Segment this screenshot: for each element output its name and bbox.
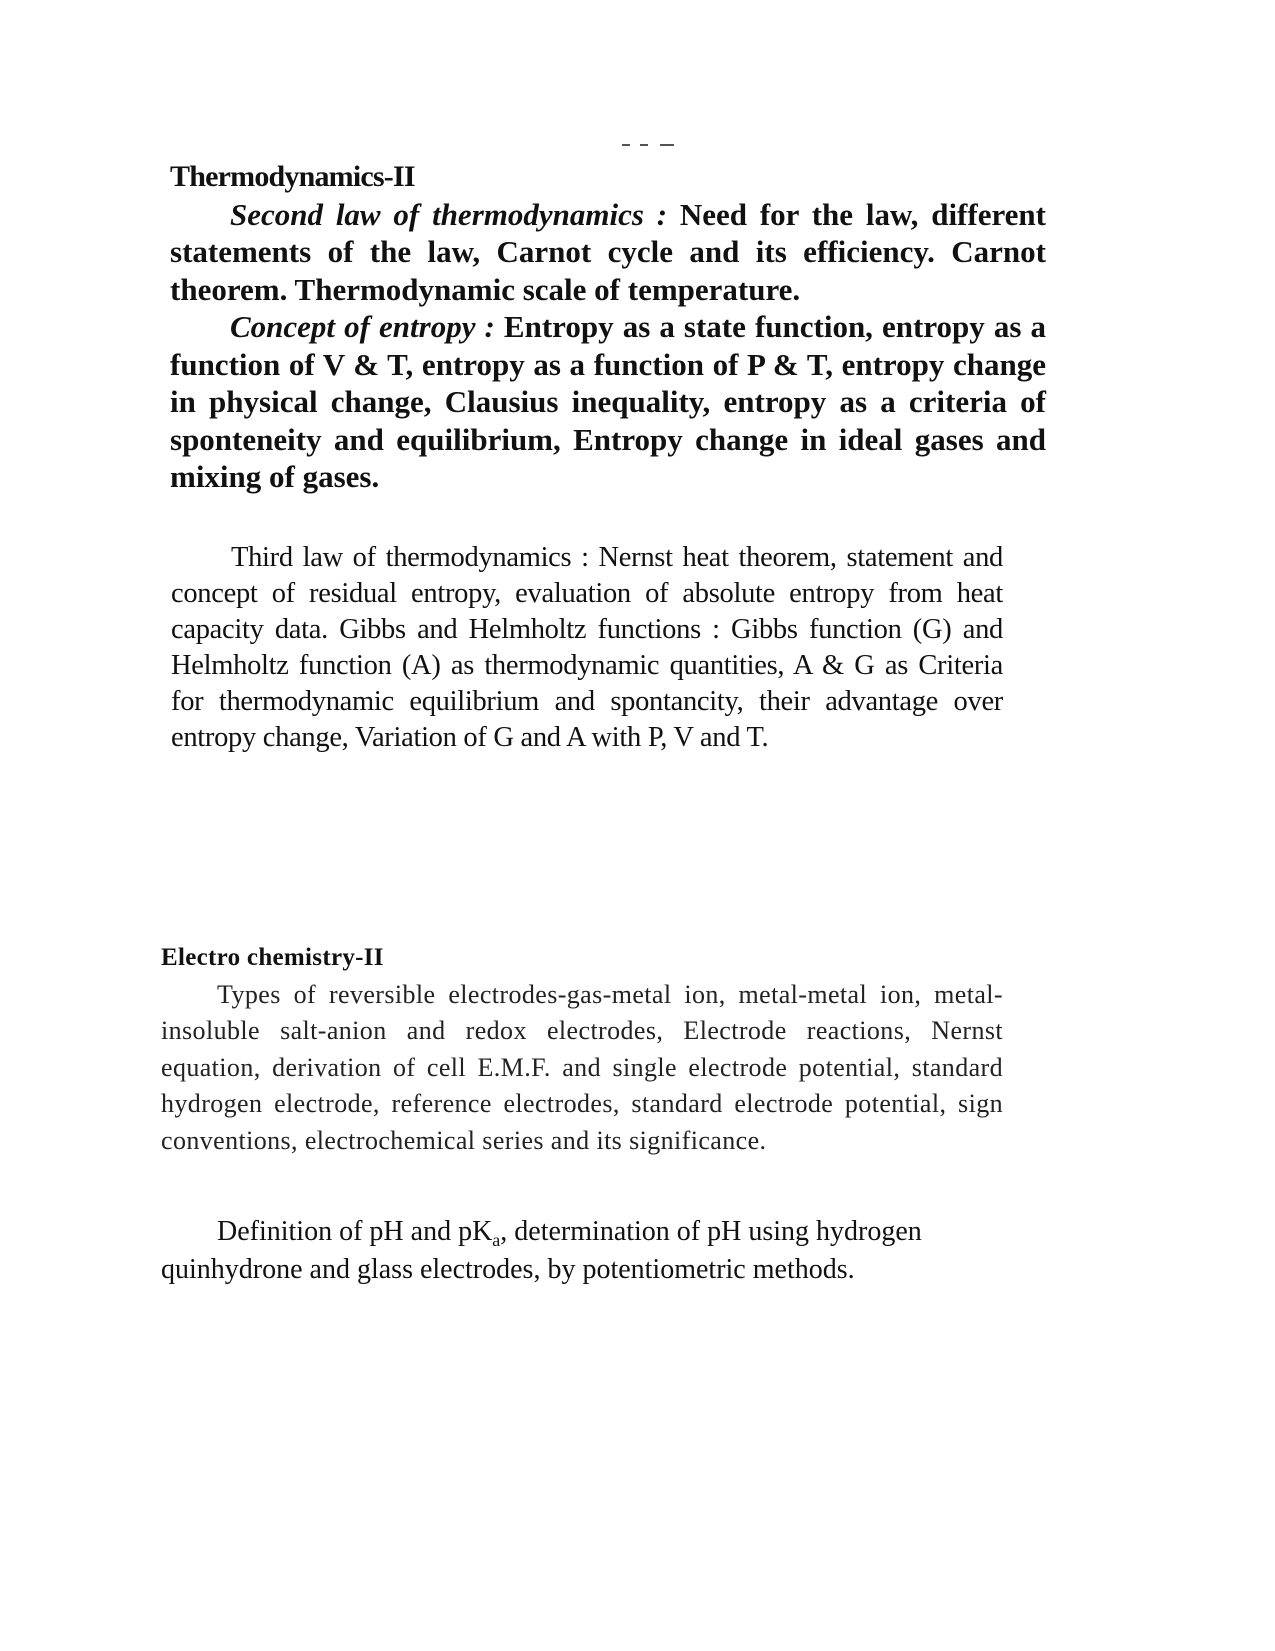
electrochemistry-section xyxy=(161,940,1003,1159)
second-law-text: Need for the law, different statements of the law, Carnot cycle and its efficiency. Carnot theorem. Thermodynamic scale of temperature. xyxy=(170,196,1046,307)
thermodynamics-section xyxy=(170,158,1046,496)
third-law-paragraph: Third law of thermodynamics : Nernst heat theorem, statement and concept of residual entropy, evaluation of absolute entropy from heat capacity data. Gibbs and Helmholtz functions : Gibbs function (G) and Helmholtz function (A) as thermodynamic quantities, A & G as Criteria for thermodynamic equilibrium and spontancity, their advantage over entropy change, Variation of G and A with P, V and T. xyxy=(171,542,1003,753)
entropy-paragraph xyxy=(170,308,1046,496)
electrochemistry-paragraph: Types of reversible electrodes-gas-metal ion, metal-metal ion, metal-insoluble salt-anion and redox electrodes, Electrode reactions, Nernst equation, derivation of cell E.M.F. and single electrode potential, standard hydrogen electrode, reference electrodes, standard electrode potential, sign conventions, electrochemical series and its significance. xyxy=(161,979,1003,1155)
second-law-paragraph xyxy=(170,196,1046,309)
ph-text-before: Definition of pH and pK xyxy=(217,1216,493,1247)
thermodynamics-heading: Thermodynamics-II xyxy=(170,160,415,193)
ph-text-after: , determination of pH using hydrogen quinhydrone and glass electrodes, by potentiometric methods. xyxy=(161,1216,922,1285)
pka-subscript: a xyxy=(492,1230,501,1250)
scan-artifact-mark xyxy=(640,144,648,146)
electrochemistry-heading: Electro chemistry-II xyxy=(161,944,384,971)
scan-artifact-mark xyxy=(660,144,674,146)
entropy-text: Entropy as a state function, entropy as a function of V & T, entropy as a function of P & T, entropy change in physical change, Clausius inequality, entropy as a criteria of sponteneity and equilibrium, Entropy change in ideal gases and mixing of gases. xyxy=(170,309,1046,494)
ph-paragraph xyxy=(161,1213,1003,1289)
entropy-label: Concept of entropy : xyxy=(230,309,495,344)
second-law-label: Second law of thermodynamics : xyxy=(230,196,668,232)
scan-artifact-mark xyxy=(622,144,630,146)
